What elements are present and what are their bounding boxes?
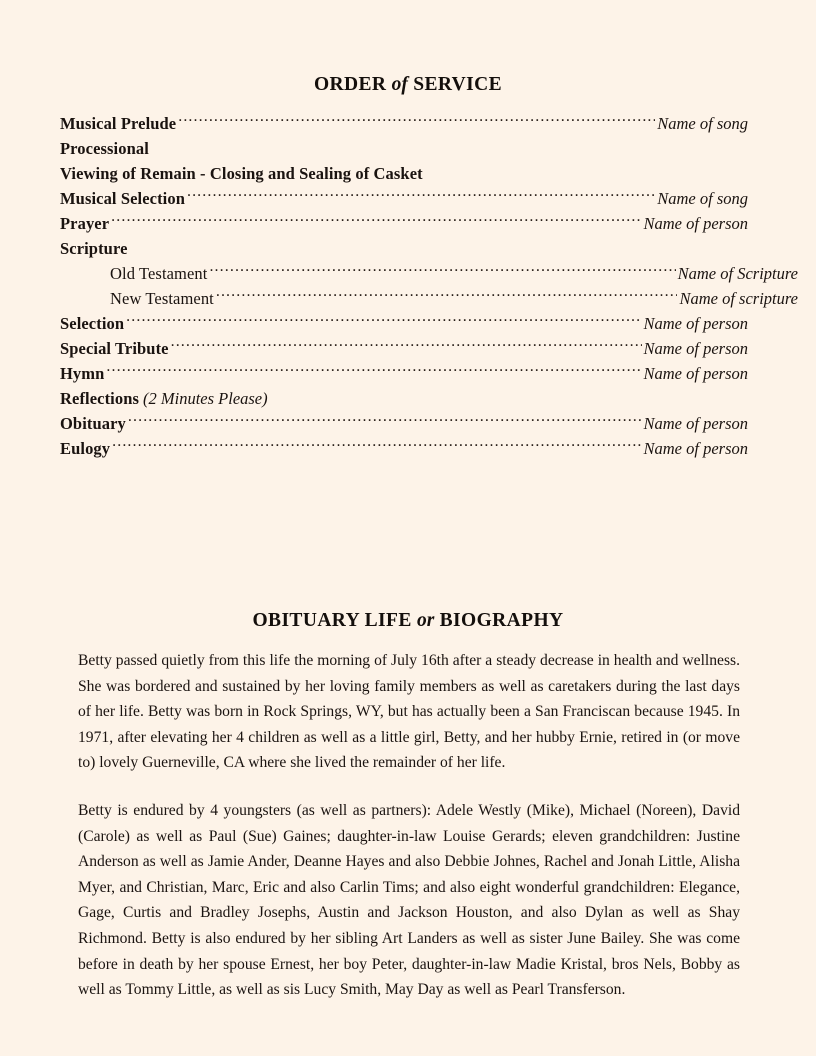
service-item-value: Name of song <box>657 114 748 133</box>
service-item-label: Eulogy <box>60 439 111 458</box>
service-row <box>60 436 748 461</box>
service-row <box>60 361 748 386</box>
service-row <box>60 211 748 236</box>
service-item-label: Obituary <box>60 414 126 433</box>
dot-leader <box>112 438 641 455</box>
dot-leader <box>128 413 642 430</box>
dot-leader <box>106 363 641 380</box>
service-row <box>60 186 748 211</box>
service-row <box>60 111 748 136</box>
service-item-label: Musical Selection <box>60 189 185 208</box>
obituary-heading-conjunction: or <box>417 610 435 632</box>
dot-leader <box>111 213 641 230</box>
service-item-label: Scripture <box>60 239 128 258</box>
service-item-label: New Testament <box>110 289 214 308</box>
service-item-note: (2 Minutes Please) <box>143 389 268 408</box>
service-item-label: Prayer <box>60 214 110 233</box>
dot-leader <box>209 263 675 280</box>
obituary-heading-before: OBITUARY LIFE <box>252 610 418 632</box>
obituary-heading-after: BIOGRAPHY <box>434 610 564 632</box>
service-item-label: Musical Prelude <box>60 114 177 133</box>
service-row <box>60 336 748 361</box>
service-item-label: Special Tribute <box>60 339 169 358</box>
service-item-label: Reflections <box>60 389 139 408</box>
service-item-value: Name of person <box>643 439 748 458</box>
service-row <box>60 261 798 286</box>
obituary-paragraph: Betty is endured by 4 youngsters (as well as partners): Adele Westly (Mike), Michael (Noreen), David (Carole) as well as Paul (Sue) Gaines; daughter-in-law Louise Gerards; eleven grandchildren: Justine Anderson as well as Jamie Ander, Deanne Hayes and also Debbie Johnes, Rachel and Jonah Little, Alisha Myer, and Christian, Marc, Eric and also Carlin Tims; and also eight wonderful grandchildren: Elegance, Gage, Curtis and Bradley Josephs, Austin and Jackson Houston, and also Dylan as well as Shay Richmond. Betty is also endured by her sibling Art Landers as well as sister June Bailey. She was come before in death by her spouse Ernest, her boy Peter, daughter-in-law Madie Kristal, bros Nels, Bobby as well as Tommy Little, as well as sis Lucy Smith, May Day as well as Pearl Transferson. <box>78 801 740 999</box>
service-row <box>60 286 798 311</box>
service-item-value: Name of Scripture <box>677 264 798 283</box>
service-row <box>60 386 748 411</box>
service-item-label: Old Testament <box>110 264 208 283</box>
service-row <box>60 161 748 186</box>
obituary-body <box>78 648 740 1003</box>
service-item-label: Processional <box>60 139 149 158</box>
dot-leader <box>187 188 655 205</box>
dot-leader <box>216 288 678 305</box>
service-item-value: Name of person <box>643 214 748 233</box>
service-row <box>60 136 748 161</box>
service-item-value: Name of person <box>643 364 748 383</box>
dot-leader <box>178 113 655 130</box>
service-row <box>60 311 748 336</box>
service-row <box>60 236 748 261</box>
service-item-value: Name of scripture <box>679 289 798 308</box>
order-of-service-list <box>60 111 798 461</box>
order-heading-conjunction: of <box>391 74 408 96</box>
order-heading-after: SERVICE <box>407 74 503 96</box>
service-item-label: Viewing of Remain - Closing and Sealing of Casket <box>60 164 423 183</box>
obituary-paragraph: Betty passed quietly from this life the morning of July 16th after a steady decrease in health and wellness. She was bordered and sustained by her loving family members as well as caretakers during the last days of her life. Betty was born in Rock Springs, WY, but has actually been a San Franciscan because 1945. In 1971, after elevating her 4 children as well as a little girl, Betty, and her hubby Ernie, retired in (or move to) lovely Guerneville, CA where she lived the remainder of her life. <box>78 652 740 772</box>
order-of-service-heading <box>0 74 816 96</box>
service-item-value: Name of person <box>643 339 748 358</box>
obituary-heading <box>0 610 816 632</box>
service-item-label: Hymn <box>60 364 105 383</box>
dot-leader <box>126 313 641 330</box>
service-item-value: Name of person <box>643 314 748 333</box>
dot-leader <box>171 338 642 355</box>
service-item-value: Name of song <box>657 189 748 208</box>
order-heading-before: ORDER <box>313 74 392 96</box>
service-item-label: Selection <box>60 314 125 333</box>
service-row <box>60 411 748 436</box>
service-item-value: Name of person <box>643 414 748 433</box>
